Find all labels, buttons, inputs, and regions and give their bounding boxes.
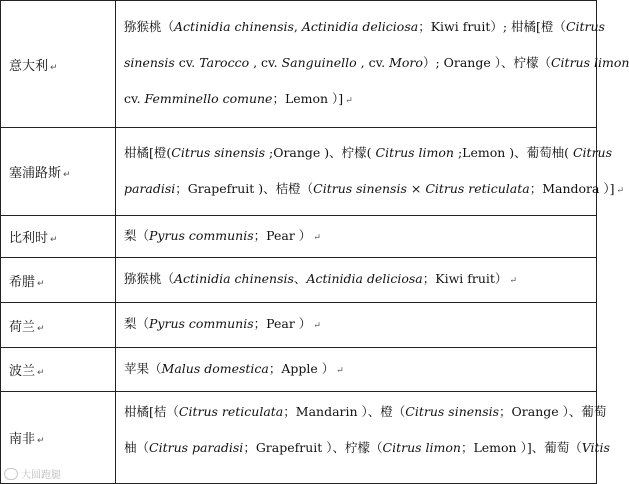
- description-text: 柚（: [124, 440, 150, 455]
- description-text: , cv.: [356, 55, 390, 70]
- description-text: ；Lemon ）]: [272, 91, 344, 106]
- scientific-name: Citrus limon: [382, 440, 461, 455]
- paragraph-mark: ↵: [313, 232, 321, 243]
- fruit-description-cell: [116, 303, 597, 348]
- paragraph-mark: ↵: [345, 96, 353, 106]
- description-text: ；Lemon ）]、葡萄（: [460, 440, 582, 455]
- description-text: ,: [293, 19, 302, 34]
- description-text: ；Kiwi fruit）; 柑橘[橙（: [418, 19, 566, 34]
- description-text: ；Mandora ）]: [529, 180, 615, 196]
- description-text: cv.: [124, 91, 145, 106]
- description-text: ;Orange )、柠檬(: [265, 144, 376, 160]
- scientific-name: Actinidia deliciosa: [306, 271, 423, 286]
- description-text: 梨（: [124, 227, 150, 243]
- scientific-name: Sanguinello: [281, 55, 357, 70]
- scientific-name: Citrus sinensis: [171, 144, 266, 160]
- scientific-name: Moro: [389, 55, 423, 70]
- description-text: ;Lemon )、葡萄柚(: [453, 144, 573, 160]
- paragraph-mark: ↵: [616, 185, 625, 196]
- fruit-description-cell: [116, 348, 597, 392]
- description-text: 柑橘[桔（: [124, 404, 179, 419]
- scientific-name: Pyrus communis: [149, 227, 254, 243]
- country-name: 意大利: [9, 58, 49, 74]
- paragraph-mark: ↵: [37, 436, 45, 446]
- description-text: ；Pear ）: [253, 227, 312, 243]
- scientific-name: Citrus limon: [550, 55, 629, 70]
- scientific-name: Citrus sinensis: [313, 180, 407, 196]
- country-cell: [1, 348, 116, 392]
- scientific-name: Citrus: [565, 19, 605, 34]
- scientific-name: Vitis: [581, 440, 610, 455]
- fruit-description-cell: [116, 258, 597, 303]
- scientific-name: Citrus paradisi: [149, 440, 244, 455]
- fruit-description-cell: [116, 392, 610, 484]
- country-name: 南非: [9, 432, 36, 447]
- description-text: ；Apple ）: [268, 360, 335, 376]
- scientific-name: Pyrus communis: [149, 316, 254, 331]
- description-text: , cv.: [249, 55, 282, 70]
- country-name: 塞浦路斯: [9, 166, 62, 181]
- country-cell: [1, 258, 116, 303]
- watermark-logo-icon: [4, 468, 18, 480]
- description-line: [124, 9, 605, 45]
- country-cell: [1, 303, 116, 348]
- scientific-name: Citrus limon: [375, 144, 454, 160]
- table-row: [1, 303, 597, 348]
- paragraph-mark: ↵: [509, 276, 517, 286]
- paragraph-mark: ↵: [336, 365, 344, 376]
- scientific-name: Tarocco: [199, 55, 250, 70]
- description-line: [124, 218, 592, 256]
- paragraph-mark: ↵: [313, 321, 321, 331]
- paragraph-mark: ↵: [63, 170, 71, 180]
- description-text: 猕猴桃（: [124, 271, 175, 286]
- paragraph-mark: ↵: [37, 368, 45, 378]
- watermark-text: 大圆跑腿: [21, 470, 61, 481]
- paragraph-mark: ↵: [50, 62, 58, 73]
- description-text: ）; Orange ）、柠檬（: [422, 55, 551, 70]
- description-line: [124, 261, 592, 299]
- country-name: 荷兰: [9, 319, 36, 335]
- description-text: 梨（: [124, 316, 150, 331]
- description-text: ；Orange ）、葡萄: [499, 404, 607, 419]
- description-text: ；Grapefruit ）、柠檬（: [243, 440, 383, 455]
- scientific-name: paradisi: [124, 180, 176, 196]
- fruit-description-cell: [116, 216, 597, 258]
- fruit-description-cell: [116, 1, 629, 128]
- country-cell: [1, 128, 116, 216]
- description-line: [124, 306, 592, 344]
- scientific-name: Citrus: [572, 144, 613, 160]
- table-row: [1, 128, 597, 216]
- country-name: 波兰: [9, 364, 36, 379]
- description-text: 柑橘[橙(: [124, 144, 172, 160]
- paragraph-mark: ↵: [37, 323, 45, 334]
- table-row: [1, 392, 597, 484]
- paragraph-mark: ↵: [50, 235, 58, 245]
- table-row: [1, 216, 597, 258]
- description-line: [124, 351, 592, 389]
- fruit-description-cell: [116, 128, 625, 216]
- description-text: ；Pear ）: [253, 316, 312, 331]
- scientific-name: Actinidia deliciosa: [301, 19, 419, 34]
- description-line: [124, 135, 613, 171]
- table-row: [1, 1, 597, 128]
- description-text: ；Kiwi fruit）: [422, 271, 508, 286]
- paragraph-mark: ↵: [37, 278, 45, 289]
- country-cell: [1, 216, 116, 258]
- description-text: ；Mandarin ）、橙（: [283, 404, 406, 419]
- scientific-name: Citrus reticulata: [178, 404, 284, 419]
- country-name: 比利时: [9, 231, 49, 246]
- scientific-name: sinensis: [124, 55, 175, 70]
- description-text: 苹果（: [124, 360, 162, 376]
- scientific-name: Malus domestica: [161, 360, 269, 376]
- country-name: 希腊: [9, 274, 36, 290]
- description-line: [124, 45, 629, 81]
- description-line: [124, 394, 607, 430]
- description-text: ×: [406, 180, 426, 196]
- description-line: [124, 171, 625, 209]
- description-line: [124, 81, 592, 119]
- description-text: 、: [293, 271, 307, 286]
- scientific-name: Actinidia chinensis: [174, 19, 294, 34]
- description-text: 猕猴桃（: [124, 19, 175, 34]
- description-line: [124, 430, 610, 466]
- table-row: [1, 348, 597, 392]
- watermark: [4, 466, 61, 481]
- scientific-name: Actinidia chinensis: [174, 271, 294, 286]
- scientific-name: Femminello comune: [144, 91, 273, 106]
- country-cell: [1, 1, 116, 128]
- description-text: cv.: [174, 55, 200, 70]
- table-row: [1, 258, 597, 303]
- scientific-name: Citrus sinensis: [405, 404, 500, 419]
- scientific-name: Citrus reticulata: [425, 180, 530, 196]
- description-text: ；Grapefruit )、桔橙（: [175, 180, 314, 196]
